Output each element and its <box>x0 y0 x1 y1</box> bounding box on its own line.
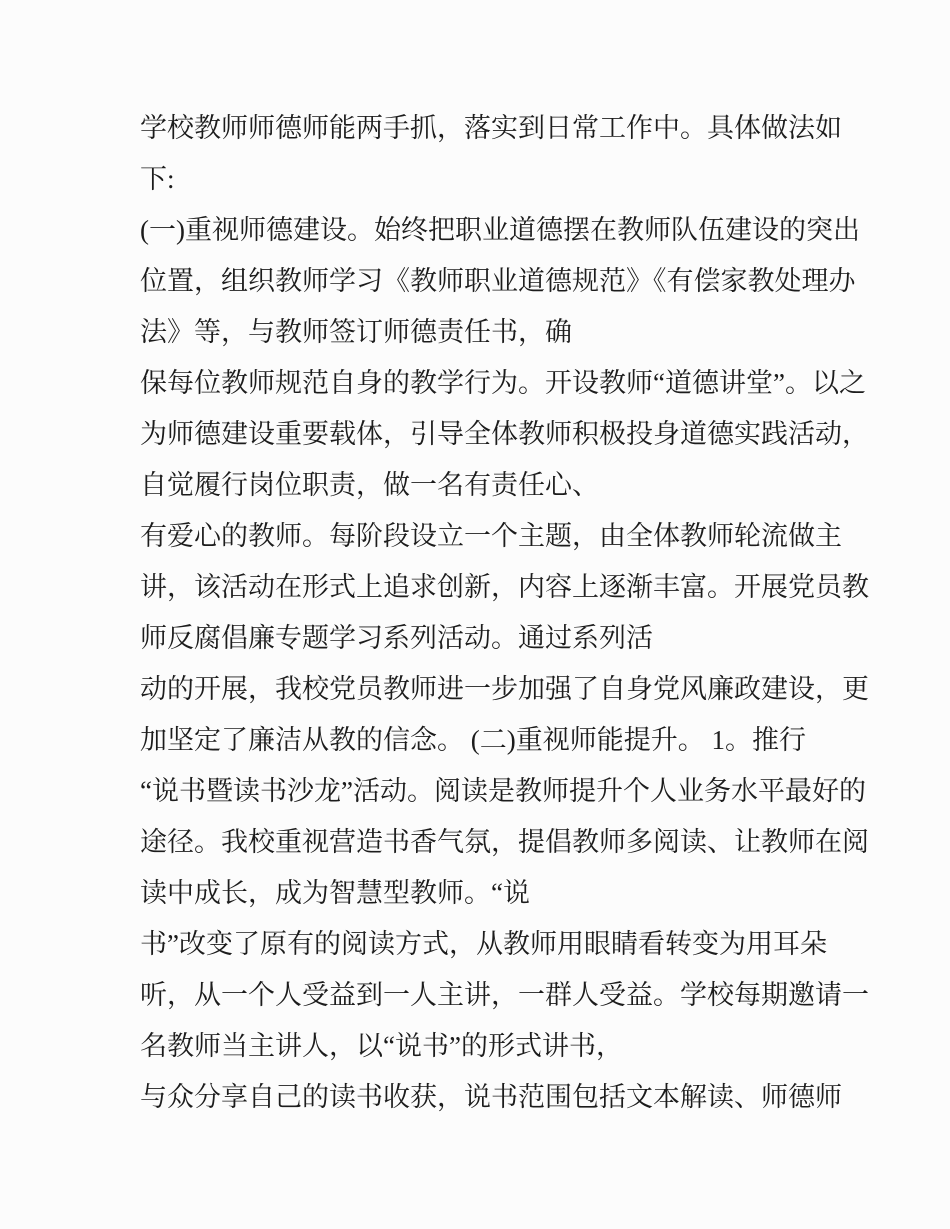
text-line: 位置，组织教师学习《教师职业道德规范》《有偿家教处理办 <box>140 266 856 296</box>
text-line: 有爱心的教师。每阶段设立一个主题，由全体教师轮流做主 <box>140 521 842 551</box>
text-line: (一)重视师德建设。始终把职业道德摆在教师队伍建设的突出 <box>140 215 860 245</box>
text-line: 师反腐倡廉专题学习系列活动。通过系列活 <box>140 623 653 653</box>
text-line: 法》等，与教师签订师德责任书，确 <box>140 317 572 347</box>
text-line: “说书暨读书沙龙”活动。阅读是教师提升个人业务水平最好的 <box>140 776 866 806</box>
text-line: 听，从一个人受益到一人主讲，一群人受益。学校每期邀请一 <box>140 980 869 1010</box>
text-line: 与众分享自己的读书收获，说书范围包括文本解读、师德师 <box>140 1082 842 1112</box>
text-line: 讲，该活动在形式上追求创新，内容上逐渐丰富。开展党员教 <box>140 572 869 602</box>
text-line: 下: <box>140 164 175 194</box>
text-line: 书”改变了原有的阅读方式，从教师用眼睛看转变为用耳朵 <box>140 929 827 959</box>
text-line: 动的开展，我校党员教师进一步加强了自身党风廉政建设，更 <box>140 674 869 704</box>
text-line: 自觉履行岗位职责，做一名有责任心、 <box>140 470 599 500</box>
text-line: 名教师当主讲人，以“说书”的形式讲书， <box>140 1031 623 1061</box>
text-line: 读中成长，成为智慧型教师。“说 <box>140 878 530 908</box>
text-line: 途径。我校重视营造书香气氛，提倡教师多阅读、让教师在阅 <box>140 827 869 857</box>
text-line: 为师德建设重要载体，引导全体教师积极投身道德实践活动， <box>140 419 869 449</box>
text-line: 学校教师师德师能两手抓，落实到日常工作中。具体做法如 <box>140 113 842 143</box>
text-line: 加坚定了廉洁从教的信念。 (二)重视师能提升。 1。推行 <box>140 725 806 755</box>
text-line: 保每位教师规范自身的教学行为。开设教师“道德讲堂”。以之 <box>140 368 866 398</box>
